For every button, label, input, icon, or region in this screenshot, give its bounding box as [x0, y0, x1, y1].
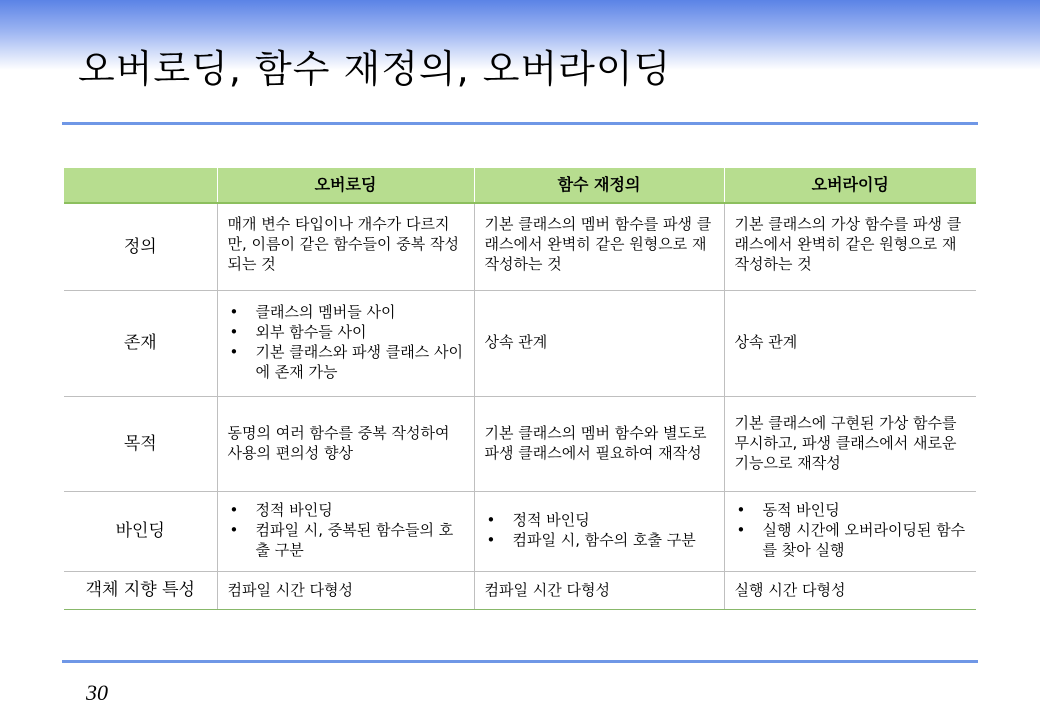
table-row-oop-feature	[64, 571, 976, 609]
list-item: • 실행 시간에 오버라이딩된 함수를 찾아 실행	[763, 520, 967, 560]
list-item: • 외부 함수들 사이	[256, 322, 464, 342]
list-item: • 클래스의 멤버들 사이	[256, 302, 464, 322]
cell-definition-overriding: 기본 클래스의 가상 함수를 파생 클래스에서 완벽히 같은 원형으로 재작성하는 것	[724, 203, 976, 290]
row-label-purpose: 목적	[64, 396, 217, 491]
table-header-row	[64, 168, 976, 203]
cell-purpose-redefinition: 기본 클래스의 멤버 함수와 별도로 파생 클래스에서 필요하여 재작성	[474, 396, 724, 491]
bullet-list	[485, 510, 714, 550]
cell-oop-overriding: 실행 시간 다형성	[724, 571, 976, 609]
table-row-existence	[64, 290, 976, 396]
table-row-purpose	[64, 396, 976, 491]
cell-definition-overloading: 매개 변수 타입이나 개수가 다르지만, 이름이 같은 함수들이 중복 작성되는 것	[217, 203, 474, 290]
footer-divider	[62, 660, 978, 663]
slide-title: 오버로딩, 함수 재정의, 오버라이딩	[78, 47, 672, 91]
cell-oop-redefinition: 컴파일 시간 다형성	[474, 571, 724, 609]
list-item: • 컴파일 시, 함수의 호출 구분	[513, 530, 714, 550]
cell-purpose-overriding: 기본 클래스에 구현된 가상 함수를 무시하고, 파생 클래스에서 새로운 기능으로 재작성	[724, 396, 976, 491]
list-item: • 기본 클래스와 파생 클래스 사이에 존재 가능	[256, 342, 464, 382]
page-number: 30	[86, 680, 108, 705]
cell-binding-redefinition	[474, 491, 724, 571]
cell-binding-overriding	[724, 491, 976, 571]
list-item: • 동적 바인딩	[763, 500, 967, 520]
list-item: • 정적 바인딩	[256, 500, 464, 520]
bullet-list	[735, 500, 967, 560]
list-item: • 정적 바인딩	[513, 510, 714, 530]
row-label-binding: 바인딩	[64, 491, 217, 571]
table-row-binding	[64, 491, 976, 571]
cell-definition-redefinition: 기본 클래스의 멤버 함수를 파생 클래스에서 완벽히 같은 원형으로 재작성하는 것	[474, 203, 724, 290]
cell-binding-overloading	[217, 491, 474, 571]
list-item: • 컴파일 시, 중복된 함수들의 호출 구분	[256, 520, 464, 560]
cell-existence-overloading	[217, 290, 474, 396]
cell-purpose-overloading: 동명의 여러 함수를 중복 작성하여 사용의 편의성 향상	[217, 396, 474, 491]
cell-oop-overloading: 컴파일 시간 다형성	[217, 571, 474, 609]
title-divider	[62, 122, 978, 125]
bullet-list	[228, 302, 464, 382]
header-redefinition: 함수 재정의	[474, 168, 724, 203]
header-overloading: 오버로딩	[217, 168, 474, 203]
cell-existence-redefinition: 상속 관계	[474, 290, 724, 396]
header-overriding: 오버라이딩	[724, 168, 976, 203]
row-label-definition: 정의	[64, 203, 217, 290]
cell-existence-overriding: 상속 관계	[724, 290, 976, 396]
row-label-oop-feature: 객체 지향 특성	[64, 571, 217, 609]
row-label-existence: 존재	[64, 290, 217, 396]
comparison-table	[64, 168, 976, 610]
header-corner	[64, 168, 217, 203]
bullet-list	[228, 500, 464, 560]
table-row-definition	[64, 203, 976, 290]
